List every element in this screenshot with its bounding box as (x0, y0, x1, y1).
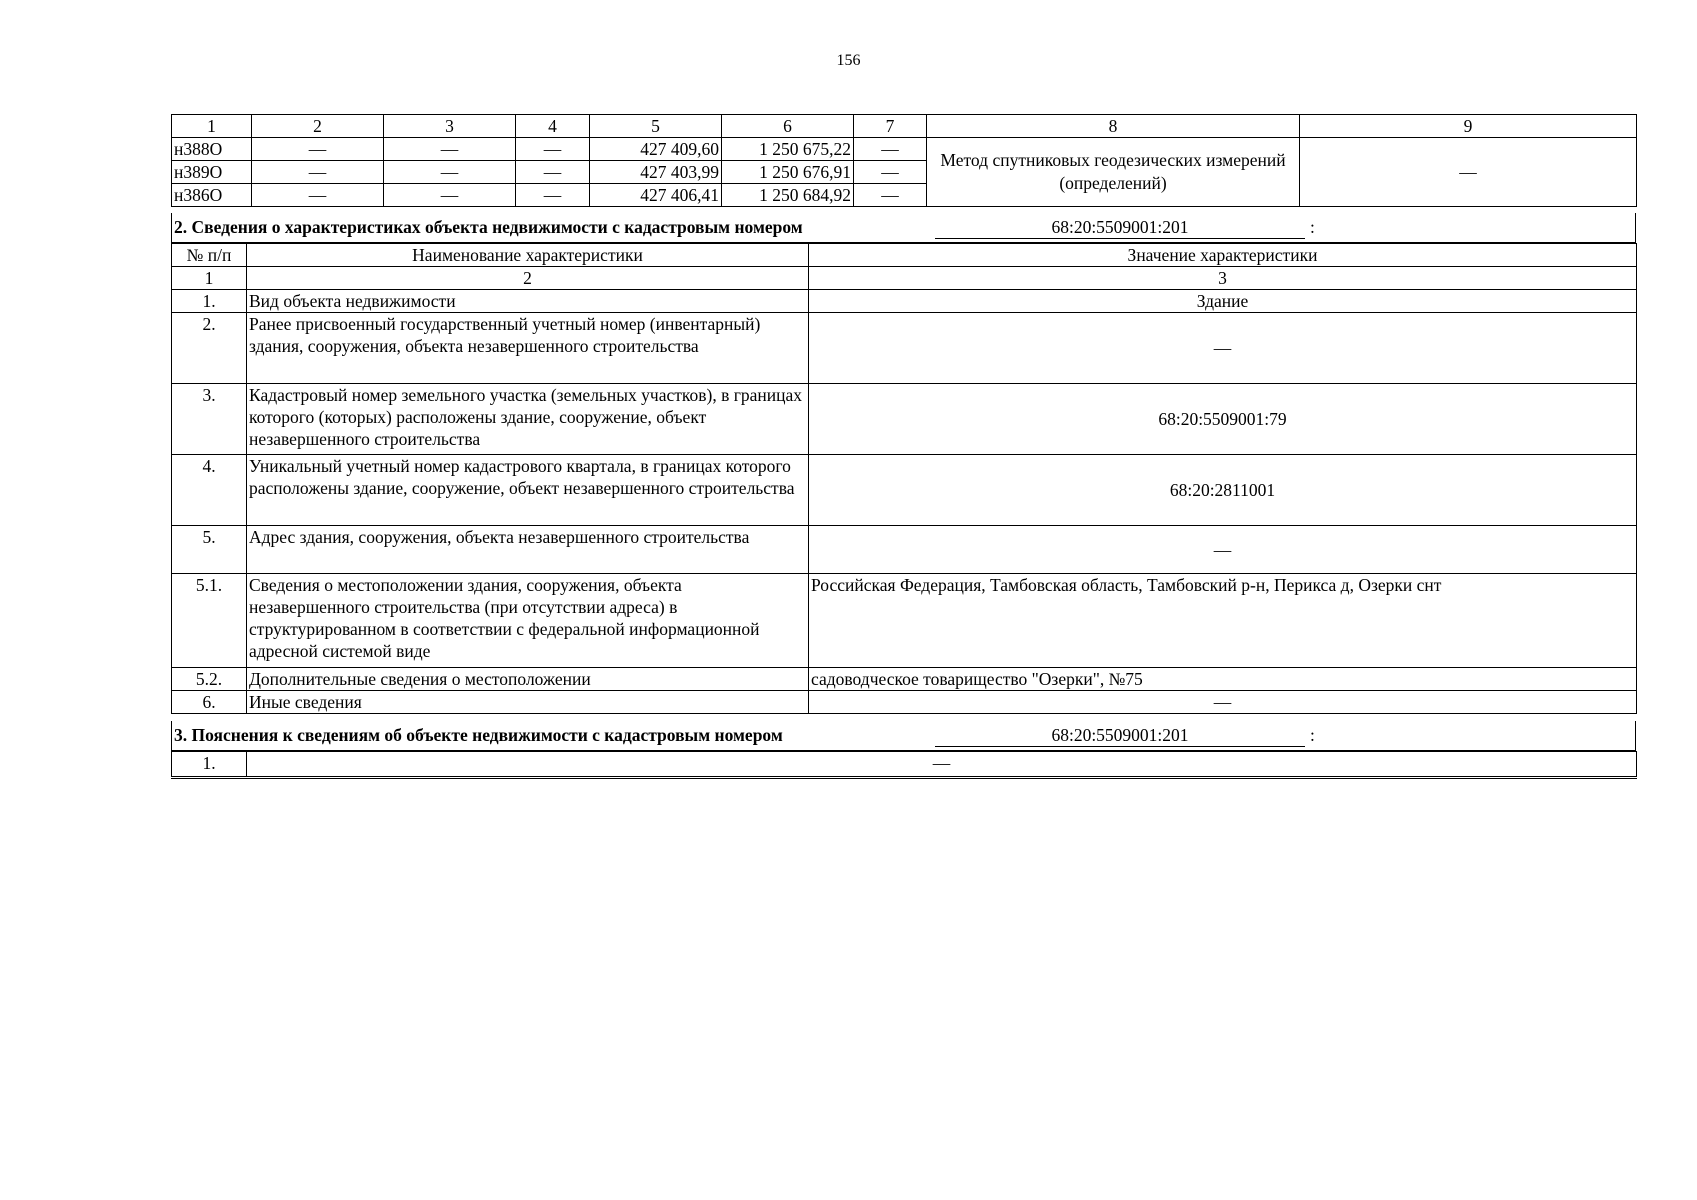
column-header: 8 (927, 115, 1300, 138)
section-3-header (171, 721, 1636, 751)
cell: — (516, 138, 590, 161)
table-row (172, 668, 1637, 691)
cell: — (854, 138, 927, 161)
coord-y: 1 250 676,91 (722, 161, 854, 184)
characteristic-name: Ранее присвоенный государственный учетный номер (инвентарный) здания, сооружения, объекта незавершенного строительства (247, 313, 809, 384)
characteristic-value: — (809, 526, 1637, 574)
coord-x: 427 406,41 (590, 184, 722, 207)
section-2-header (171, 213, 1636, 243)
column-header: 5 (590, 115, 722, 138)
row-number: 6. (172, 691, 247, 714)
column-header: 3 (384, 115, 516, 138)
characteristic-name: Сведения о местоположении здания, сооружения, объекта незавершенного строительства (при отсутствии адреса) в структурированном в соответствии с федеральной информационной адресной системой виде (247, 574, 809, 668)
colon: : (1310, 725, 1315, 745)
colon: : (1310, 217, 1315, 237)
column-header: 7 (854, 115, 927, 138)
page-number: 156 (836, 52, 861, 69)
header-number-row (172, 267, 1637, 290)
row-number: 5.2. (172, 668, 247, 691)
table-row (172, 455, 1637, 526)
column-number: 1 (172, 267, 247, 290)
cell: — (252, 161, 384, 184)
characteristic-name: Адрес здания, сооружения, объекта незавершенного строительства (247, 526, 809, 574)
column-number: 2 (247, 267, 809, 290)
cell: — (854, 184, 927, 207)
point-name: н388О (172, 138, 252, 161)
table-row (172, 313, 1637, 384)
table-row (172, 574, 1637, 668)
characteristic-name: Кадастровый номер земельного участка (земельных участков), в границах которого (которых) расположены здание, сооружение, объект незавершенного строительства (247, 384, 809, 455)
row-number: 5. (172, 526, 247, 574)
coord-y: 1 250 675,22 (722, 138, 854, 161)
characteristic-value: — (809, 691, 1637, 714)
characteristic-name: Дополнительные сведения о местоположении (247, 668, 809, 691)
table-row (172, 526, 1637, 574)
note-value: — (247, 752, 1637, 778)
cell: — (854, 161, 927, 184)
characteristic-value: 68:20:2811001 (809, 455, 1637, 526)
characteristics-table (171, 243, 1637, 714)
characteristic-name: Иные сведения (247, 691, 809, 714)
column-header: 6 (722, 115, 854, 138)
method-cell: Метод спутниковых геодезических измерений (определений) (927, 138, 1300, 207)
cadastral-number: 68:20:5509001:201 (935, 216, 1305, 239)
column-header: № п/п (172, 244, 247, 267)
col9-cell: — (1300, 138, 1637, 207)
notes-table (171, 751, 1637, 779)
cell: — (384, 184, 516, 207)
point-name: н386О (172, 184, 252, 207)
characteristic-value: 68:20:5509001:79 (809, 384, 1637, 455)
column-header: 2 (252, 115, 384, 138)
cell: — (516, 184, 590, 207)
row-number: 2. (172, 313, 247, 384)
column-header: Значение характеристики (809, 244, 1637, 267)
row-number: 4. (172, 455, 247, 526)
row-number: 1. (172, 290, 247, 313)
characteristic-name: Уникальный учетный номер кадастрового квартала, в границах которого расположены здание, сооружение, объект незавершенного строительства (247, 455, 809, 526)
table-row (172, 752, 1637, 778)
coord-y: 1 250 684,92 (722, 184, 854, 207)
column-header: Наименование характеристики (247, 244, 809, 267)
column-header: 9 (1300, 115, 1637, 138)
characteristic-value: Российская Федерация, Тамбовская область, Тамбовский р-н, Перикса д, Озерки снт (809, 574, 1637, 668)
section-2-title: 2. Сведения о характеристиках объекта недвижимости с кадастровым номером (174, 217, 803, 237)
cell: — (384, 161, 516, 184)
point-name: н389О (172, 161, 252, 184)
cell: — (252, 138, 384, 161)
cell: — (384, 138, 516, 161)
row-number: 1. (172, 752, 247, 778)
table-row (172, 138, 1637, 161)
cadastral-number: 68:20:5509001:201 (935, 724, 1305, 747)
row-number: 3. (172, 384, 247, 455)
coord-x: 427 409,60 (590, 138, 722, 161)
cell: — (252, 184, 384, 207)
characteristic-value: — (809, 313, 1637, 384)
column-header: 1 (172, 115, 252, 138)
characteristic-value: садоводческое товарищество "Озерки", №75 (809, 668, 1637, 691)
column-number: 3 (809, 267, 1637, 290)
column-header: 4 (516, 115, 590, 138)
section-3-title: 3. Пояснения к сведениям об объекте недвижимости с кадастровым номером (174, 725, 783, 745)
coordinates-header-row (172, 115, 1637, 138)
characteristic-name: Вид объекта недвижимости (247, 290, 809, 313)
coord-x: 427 403,99 (590, 161, 722, 184)
table-row (172, 290, 1637, 313)
table-row (172, 691, 1637, 714)
header-row (172, 244, 1637, 267)
cell: — (516, 161, 590, 184)
coordinates-table (171, 114, 1637, 207)
row-number: 5.1. (172, 574, 247, 668)
table-row (172, 384, 1637, 455)
characteristic-value: Здание (809, 290, 1637, 313)
